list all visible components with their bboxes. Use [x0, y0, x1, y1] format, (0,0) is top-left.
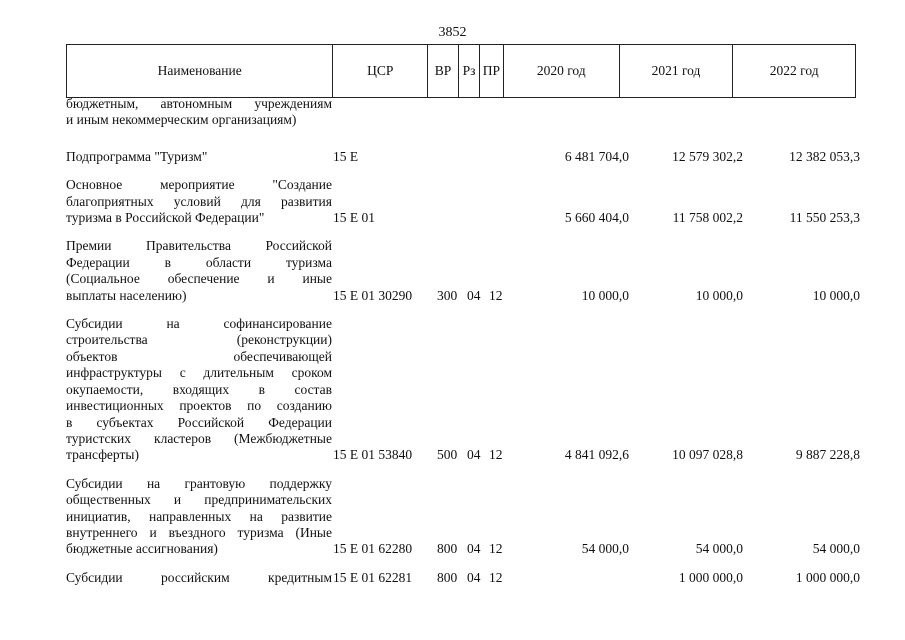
row-y2021: 10 000,0	[695, 287, 743, 303]
row-name	[66, 316, 332, 464]
header-csr: ЦСР	[333, 45, 428, 97]
row-name-line: объектов обеспечивающей	[66, 348, 332, 364]
row-y2022: 12 382 053,3	[789, 148, 860, 164]
table-row	[66, 149, 866, 165]
row-name-line: трансферты)	[66, 447, 139, 463]
table-row	[66, 96, 866, 129]
row-csr: 15 Е 01 62280	[333, 541, 413, 557]
row-name-line: окупаемости, входящих в состав	[66, 381, 332, 397]
row-y2020: 10 000,0	[581, 287, 629, 303]
row-csr: 15 Е 01 53840	[333, 447, 413, 463]
row-y2022: 11 550 253,3	[789, 210, 860, 226]
page-number: 3852	[438, 25, 467, 40]
row-name-line: выплаты населению)	[66, 287, 187, 303]
row-y2022: 9 887 228,8	[795, 447, 860, 463]
row-name-line: Субсидии на грантовую поддержку	[66, 475, 332, 491]
row-name-line: Основное мероприятие "Создание	[66, 177, 332, 193]
row-y2022: 10 000,0	[812, 287, 860, 303]
row-name	[66, 238, 332, 304]
header-2021: 2021 год	[620, 45, 734, 97]
row-vr: 800	[437, 541, 458, 557]
row-name-line: бюджетные ассигнования)	[66, 541, 218, 557]
row-y2020: 5 660 404,0	[564, 210, 629, 226]
header-name: Наименование	[67, 45, 333, 97]
row-name-line: и иным некоммерческим организациям)	[66, 112, 297, 128]
row-y2021: 54 000,0	[695, 541, 743, 557]
row-name-line: туристских кластеров (Межбюджетные	[66, 430, 332, 446]
row-rz: 04	[467, 287, 481, 303]
row-y2021: 10 097 028,8	[672, 447, 743, 463]
row-name	[66, 96, 332, 129]
row-name-line: Премии Правительства Российской	[66, 238, 332, 254]
row-y2021: 1 000 000,0	[678, 569, 743, 585]
row-y2020: 4 841 092,6	[564, 447, 629, 463]
row-pr: 12	[489, 541, 503, 557]
row-name-line: общественных и предпринимательских	[66, 492, 332, 508]
row-vr: 300	[437, 287, 458, 303]
header-rz: Рз	[459, 45, 480, 97]
row-name	[66, 570, 332, 586]
row-csr: 15 Е 01	[333, 210, 375, 226]
table-row	[66, 476, 866, 558]
row-csr: 15 Е 01 30290	[333, 287, 413, 303]
row-name-line: строительства (реконструкции)	[66, 332, 332, 348]
row-name-line: Субсидии на софинансирование	[66, 316, 332, 332]
row-rz: 04	[467, 447, 481, 463]
row-pr: 12	[489, 569, 503, 585]
table-row	[66, 238, 866, 304]
row-y2022: 1 000 000,0	[795, 569, 860, 585]
row-y2022: 54 000,0	[812, 541, 860, 557]
row-vr: 500	[437, 447, 458, 463]
row-name-line: бюджетным, автономным учреждениям	[66, 96, 332, 111]
row-name-line: Подпрограмма "Туризм"	[66, 148, 208, 164]
header-2022: 2022 год	[769, 63, 819, 78]
header-2020: 2020 год	[504, 45, 620, 97]
row-vr: 800	[437, 569, 458, 585]
table-body	[66, 96, 866, 586]
row-csr: 15 Е 01 62281	[333, 569, 413, 585]
row-name	[66, 476, 332, 558]
row-name-line: Федерации в области туризма	[66, 254, 332, 270]
table-row	[66, 570, 866, 586]
header-pr: ПР	[480, 45, 504, 97]
row-name-line: в субъектах Российской Федерации	[66, 414, 332, 430]
row-name-line: (Социальное обеспечение и иные	[66, 271, 332, 287]
row-name-line: Субсидии российским кредитным	[66, 569, 332, 585]
row-y2021: 12 579 302,2	[672, 148, 743, 164]
row-pr: 12	[489, 447, 503, 463]
row-pr: 12	[489, 287, 503, 303]
row-name	[66, 177, 332, 226]
row-rz: 04	[467, 569, 481, 585]
row-name-line: туризма в Российской Федерации"	[66, 210, 265, 226]
row-name	[66, 149, 332, 165]
table-row	[66, 316, 866, 464]
row-name-line: благоприятных условий для развития	[66, 193, 332, 209]
row-name-line: инвестиционных проектов по созданию	[66, 398, 332, 414]
row-y2021: 11 758 002,2	[672, 210, 743, 226]
row-csr: 15 Е	[333, 148, 359, 164]
header-vr: ВР	[428, 45, 459, 97]
table-row	[66, 177, 866, 226]
row-name-line: инфраструктуры с длительным сроком	[66, 365, 332, 381]
table-header	[66, 44, 856, 98]
row-name-line: инициатив, направленных на развитие	[66, 508, 332, 524]
row-rz: 04	[467, 541, 481, 557]
row-y2020: 54 000,0	[581, 541, 629, 557]
row-y2020: 6 481 704,0	[564, 148, 629, 164]
row-name-line: внутреннего и въездного туризма (Иные	[66, 524, 332, 540]
